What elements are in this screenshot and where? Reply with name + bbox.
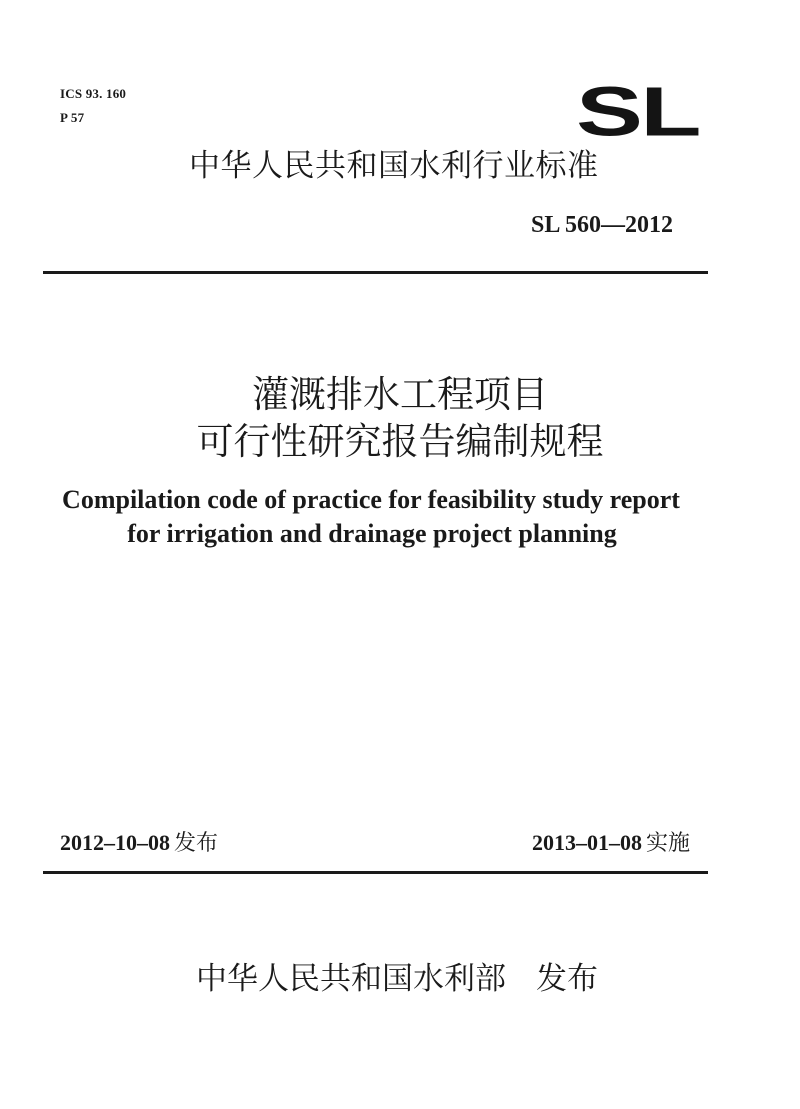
issue-date: 2012–10–08	[60, 830, 170, 855]
english-title-line-1: Compilation code of practice for feasibility study report	[62, 485, 680, 514]
standard-number: SL 560—2012	[530, 212, 673, 238]
english-title-line-2: for irrigation and drainage project planning	[127, 519, 617, 548]
industry-standard-title: 中华人民共和国水利行业标准	[189, 148, 599, 184]
publisher-line	[196, 959, 598, 999]
sl-logo: SL	[576, 72, 699, 151]
chinese-title-line-2: 可行性研究报告编制规程	[196, 420, 604, 463]
publisher-action: 发布	[536, 961, 598, 997]
ccs-code: P 57	[60, 110, 85, 125]
issue-label: 发布	[174, 831, 219, 856]
effective-label: 实施	[645, 831, 690, 856]
ics-code: ICS 93. 160	[60, 86, 127, 101]
top-divider	[43, 271, 708, 274]
effective-date: 2013–01–08	[531, 830, 642, 855]
chinese-title-line-1: 灌溉排水工程项目	[252, 373, 548, 416]
publisher-name: 中华人民共和国水利部	[196, 961, 506, 997]
issue-date-block	[60, 828, 218, 859]
bottom-divider	[43, 871, 708, 874]
effective-date-block	[532, 828, 690, 859]
